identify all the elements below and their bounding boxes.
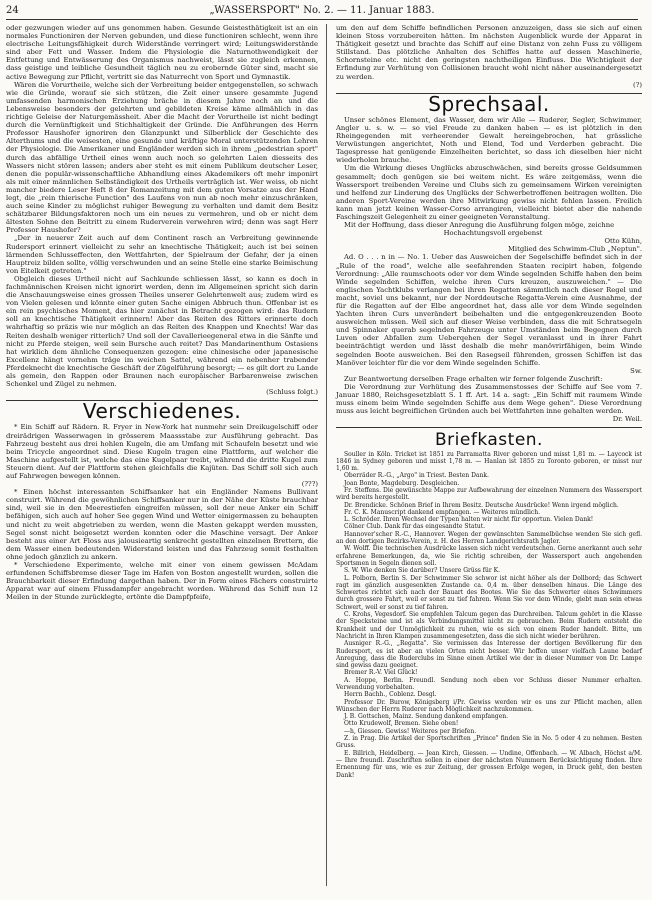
mailbox-entry: Bremer R.-V. Viel Glück! — [344, 669, 418, 677]
running-title: „WASSERSPORT" No. 2. — 11. Januar 1883. — [209, 5, 435, 16]
page-number: 24 — [6, 5, 19, 16]
article-paragraph: Obgleich dieses Urtheil nicht auf Sachkunde schliessen lässt, so kann es doch in fachmännischen Kreisen nicht ignorirt werden, denn im Allgemeinen spricht sich darin die Anschauungsweise eines grossen Theiles unserer Gelehrtenwelt aus; zudem wird es von Vielen gelesen und könnte einer guten Sache einigen Abbruch thun. Offenbar ist es ein rein psychisches Moment, das hier zunächst in Betracht gezogen wird: das Rudern soll an knechtische Thätigkeit erinnern! Aber das Reiten des Ritters erinnerte doch wahrhaftig so präzis wie nur möglich an das Reiten des Knappen und Knechts! War das Reiten deshalb weniger ritterlich? Und soll der Cavallerieegeneral etwa in die Sänfte und nicht zu Pferde steigen, weil sein Bursche auch reitet? Das Mandarinenthum Ostasiens hat wirklich dem ähnliche Consequenzen gezogen: eine chinesische oder japanesische Excellenz hängt vornehm träge im weichen Sattel, während ein nebenher trabender Pferdeknecht die knechtische Geschäft der Zügelführung besorgt; — es gilt dort zu Lande als gemein, den Rappen oder Braunen nach europäischer Barbarenweise zwischen Schenkel und Zügel zu nehmen. — [6, 274, 318, 389]
mailbox-entry: W. Wolff. Die technischen Ausdrücke lassen sich nicht verdeutschen. Gerne anerkannt auch sehr erfahrene Bemerkungen, da, wie Sie richtig schreiben, der Wassersport auch angehenden Sportsmen in Segeln dienen soll. — [336, 545, 642, 567]
mailbox-entry: Professor Dr. Burow, Königsberg i/Pr. Gewiss werden wir es uns zur Pflicht machen, allen Wünschen der Herrn Ruderer nach Möglichkeit nachzukommen. — [336, 698, 642, 713]
letter-paragraph: Um die Wirkung dieses Unglücks abzuschwächen, sind bereits grosse Geldsummen gesammelt; doch genügen sie bei weitem nicht. Es wäre zeitgemäss, wenn die Wassersport treibenden Vereine und Clubs sich zu gemeinsamem Wirken vereinigten und helfend zur Linderung des Unglücks der Schwerbetroffenen beitragen wollten. Die anderen Sport-Vereine werden ihre Mitwirkung gewiss nicht fehlen lassen. Freilich kann man jetzt keinen Wasser-Corso arrangiren, vielleicht bietet aber die nahende Faschingszeit Gelegenheit zu einer geeigneten Veranstaltung. — [336, 164, 642, 221]
news-item-continued: um den auf dem Schiffe befindlichen Personen anzuzeigen, dass sie sich auf einen kleinen Stoss vorzubereiten hätten. Im nächsten Augenblick wurde der Apparat in Thätigkeit gesetzt und brachte das Schiff auf eine Distanz von zehn Fuss zu völligem Stillstand. Das plötzliche Anhalten des Schiffes hatte auf dessen Maschinerie, Schornsteine etc. nicht den geringsten nachtheiligen Einfluss. Die Wichtigkeit der Erfindung zur Verhütung von Collisionen braucht wohl nicht näher auseinandergesetzt zu werden. — [336, 24, 642, 81]
mailbox-entry: Hannover'scher R.-C., Hannover. Wegen der gewünschten Sammelbüchse wenden Sie sich gefl. an den dortigen Bezirks-Verein, z. H. des Herren Landgerichtsrath Jagler. — [336, 530, 642, 546]
section-title-briefkasten: Briefkasten. — [435, 430, 543, 451]
news-item-mark: (?) — [633, 80, 642, 89]
left-column — [6, 24, 318, 886]
right-column — [336, 24, 642, 886]
mailbox-entry: Dr. Brendicke. Schönen Brief in Ihrem Besitz. Deutsche Ausdrücke! Wenn irgend möglich. — [344, 501, 619, 509]
letter-paragraph: Mit der Hoffnung, dass dieser Anregung die Ausführung folgen möge, zeichne — [344, 221, 615, 230]
mailbox-list — [336, 451, 642, 779]
page-header — [6, 3, 638, 20]
mailbox-entry: Fr. C. K. Manuscript dankend empfangen. — Weiteres mündlich. — [344, 508, 541, 516]
mailbox-entry: Z. in Prag. Die Artikel der Sportschriften „Prince" finden Sie in No. 5 oder 4 zu nehmen. Besten Gruss. — [336, 735, 642, 750]
mailbox-entry: —h, Giessen. Gewiss! Weiteres per Briefen. — [344, 727, 477, 735]
news-item-mark: (???) — [301, 480, 318, 489]
news-item: * Verschiedene Experimente, welche mit einer von einem gewissen McAdam erfundenen Schiffsbremse dieser Tage im Hafen von Boston angestellt wurden, sollen die Brauchbarkeit dieser Erfindung dargethan haben. Der in Form eines Fächers construirte Apparat war auf einem Flussdampfer angebracht worden. Während das Schiff nun 12 Meilen in der Stunde zurücklegte, ertönte die Dampfpfeife, — [6, 561, 318, 602]
mailbox-entry: J. B. Gottschen, Mainz. Sendung dankend empfangen. — [344, 713, 509, 721]
letter-signer: Otto Kühn, — [604, 237, 642, 246]
mailbox-entry: A. Hoppe, Berlin. Freundl. Sendung noch eben vor Schluss dieser Nummer erhalten. Verwendung vorbehalten. — [336, 676, 642, 691]
mailbox-entry: Fr. Steffens. Die gewünschte Mappe zur Aufbewahrung der einzelnen Nummern des Wassersport wird bereits hergestellt. — [336, 486, 642, 502]
section-divider — [336, 427, 642, 428]
mailbox-entry: S. W. Wie denken Sie darüber? Unsere Grüss für K. — [344, 567, 501, 575]
letter-paragraph: Unser schönes Element, das Wasser, dem wir Alle — Ruderer, Segler, Schwimmer, Angler u. s. w. — so viel Freude zu danken haben — es ist plötzlich in den Rheingegenden mit verheerender Gewalt hereingebrochen, hat grässliche Verwüstungen angerichtet, Noth und Elend, Tod und Verderben gebracht. Die Tagespresse hat genügende Einzelheiten berichtet, so dass ich dieselben hier nicht wiederholen brauche. — [336, 115, 642, 165]
mailbox-entry: C. Krohs, Vegesdorf. Sie empfehlen Talcum gegen das Durchreiben. Talcum gehört in die Klasse der Specksteine und ist als Verbindungsmittel nicht zu gebrauchen. Beim Rudern entsteht die Krankheit und der Unmöglichkeit zu ruhen, wie es sich von einem Ruder handelt. Bitte, um Nachricht in Ihren Klampen zusammengesetzten, dass die sich nicht wieder berühren. — [336, 611, 642, 640]
mailbox-entry: Otto Krudewolf, Bremen. Siehe oben! — [344, 720, 459, 728]
mailbox-entry: L. Polborn, Berlin S. Der Schwimmer Sie schwor ist nicht höher als der Dollbord; das Schwert ragt im gänzlich ausgesenkten Zustande ca. 0,4 m. über denselben hinaus. Die Länge des Schwertes richtet sich nach der Bauart des Bootes. Wie Sie das Schwerter eines Schwimmers durch grossere Fahrt, weil er sonst zu tief fahren. Wenn Sie vor dem Winde, giebt man sein etwas Schwert, weil er sonst zu tief fahren. — [336, 574, 642, 611]
article-quote: „Der in neuerer Zeit auch auf dem Continent rasch an Verbreitung gewinnende Rudersport erinnert vielleicht zu sehr an knechtische Thätigkeit; auch ist bei seinen lärmenden Schlusseffecten, den Wettfahrten, der Spielraum der Gefahr, der ja einen Hauptreiz bilden sollte, völlig verschwunden und an seine Stelle eine starke Beimischung von Eitelkeit getreten." — [6, 234, 318, 275]
article-paragraph: oder gezwungen wieder auf uns genommen haben. Gesunde Geistesthätigkeit ist an ein normales Functioniren der Nerven gebunden, und diese functioniren schlecht, wenn ihre electrische Leitungsfähigkeit durch Widerstände verringert wird; Leitungswiderstände sind aber Fett und Wasser. Indem die Physiologie die Naturnothwendigkeit der Entfettung und Entwässerung des Organismus nachweist, lässt sie zugleich erkennen, dass geistige und leibliche Gesundheit täglich neu zu erobernde Güter sind, macht sie active Bewegung zur Pflicht, vertritt sie das Naturrecht von Sport und Gymnastik. — [6, 24, 318, 81]
news-item: * Ein Schiff auf Rädern. R. Fryer in New-York hat nunmehr sein Dreikugelschiff oder dreirädrigen Wasserwagen in grösserem Maassstabe zur Ausführung gebracht. Das Fahrzeug besteht aus drei hohlen Kugeln, die am Umfang mit Schaufeln besetzt und wie beim Tricycle angeordnet sind. Diese Kugeln tragen eine Plattform, auf welcher die Maschine aufgestellt ist, welche das eine Kugelpaar treibt, während die dritte Kugel zum Steuern dient. Auf der Plattform stehen gleichfalls die Kajüten. Das Schiff soll sich auch auf Fahrwegen bewegen können. — [6, 423, 318, 480]
mailbox-entry: Ausniger R.-G., „Regatta". Sie vermissen das Interesse der dortigen Bevölkerung für den Rudersport, es ist aber an vielen Orten nicht besser. Wir hoffen unser vielfach Laune bedarf Anregung, dass die Ruderclubs im Sinne einen Artikel wie der in dieser Nummer von Dr. Lampe sind gewiss dazu geeignet. — [336, 640, 642, 670]
mailbox-entry: E. Billrich, Heidelberg. — Jean Kirch, Giessen. — Undine, Offenbach. — W. Albach, Höchst a/M. — Ihre freundl. Zuschriften sollen in einer der nächsten Nummern Berücksichtigung finden. Ihre Ernennung für uns, wie es zur Zeitung, der grossen Erfolge wegen, in Druck geht, den besten Dank! — [336, 749, 642, 779]
news-item: * Einen höchst interessanten Schiffsanker hat ein Engländer Namens Bullivant construirt. Während die gewöhnlichen Schiffsanker nur in der Nähe der Küste brauchbar sind, weil sie in den Meerestiefen eingreifen müssen, soll der neue Anker ein Schiff befähigen, sich auch auf hoher See gegen Wind und Wetter einigermassen zu behaupten und nicht zu weit abgetrieben zu werden, wenn die Masten gekappt werden mussten, Segel sonst nicht beigesetzt werden konnten oder die Maschine versagt. Der Anker besteht aus einer Art Floss aus jalousieartig senkrecht gestellten einzelnen Brettern, die dem Wasser einen bedeutenden Widerstand leisten und das Fahrzeug somit festhalten ohne jedoch gänzlich zu ankern. — [6, 488, 318, 561]
letter-greeting: Hochachtungsvoll ergebenst — [443, 229, 543, 238]
mailbox-entry: L. Schröder. Ihren Wechsel der Typen halten wir nicht für opportun. Vielen Dank! — [344, 516, 594, 524]
article-paragraph: Wären die Vorurtheile, welche sich der Verbreitung beider entgegenstellen, so schwach wie die Gründe, worauf sie sich stützen, die Zeit einer unsere gesammte Jugend umfassenden harmonischen Erziehung bräche in diesem Jahre noch an und die Lebensweise besonders der gelehrten und gebildeten Kreise käme allmählich in das richtige Geleise der Naturgemässheit. Aber die Macht der Vorurtheile ist nicht bedingt durch die Vernünftigkeit und Stichhaltigkeit der Gründe. Die Anführungen des Herrn Professor Haushofer ignoriren den Glanzpunkt und Silberblick der Geschichte des Alterthums und die weisesten, eine gesunde und kräftige Moral unterstützenden Lehren der Physiologie. Die Amerikaner und Engländer werden sich in ihrem „pedestrian sport" durch das abfällige Urtheil eines wenn auch noch so gelehrten Laien diesseits des Wassers nicht stören lassen; anders aber steht es mit einem Publikum deutscher Leser, denen die populär-wissenschaftliche Abhandlung eines Akademikers oft mehr imponirt als mit einer männlichen Selbständigkeit des Urtheils verträglich ist. Wer weiss, ob nicht mancher biedere Leser Heft 8 der Romanzeitung mit dem guten Vorsatze aus der Hand legt, die „rein thierische Function" des Laufens von nun ab noch mehr einzuschränken, auch seine Kinder zu möglichst ruhiger Bewegung zu verhalten und damit dem Besitz schätzbarer Bildungsfaktoren noch um ein neues zu vermehren, und ob er nicht dem ältesten Sohne den Beitritt zu einem Ruderverein verwehren wird; denn was sagt Herr Professor Haushofer? — [6, 80, 318, 235]
mailbox-entry: Cölner Club. Dank für das eingesandte Statut. — [344, 523, 486, 531]
reply-signature: Sw. — [630, 366, 642, 375]
mailbox-entry: Souller in Köln. Tricket ist 1851 zu Parramatta River geboren und misst 1,81 m. — Laycock ist 1846 in Sydney geboren und misst 1,78 m. — Hanlan ist 1855 zu Toronto geboren, er misst nur 1,60 m. — [336, 450, 642, 473]
mailbox-entry: Oberräder R.-G., „Argo" in Triest. Besten Dank. — [344, 472, 489, 480]
reply-paragraph: Die Verordnung zur Verhütung des Zusammenstosses der Schiffe auf See vom 7. Januar 1880, Reichsgesetzblatt S. 1 ff. Art. 14 a. sagt: „Ein Schiff mit raumem Winde muss einem beim Winde segelnden Schiffe aus dem Wege gehen". Diese Verordnung muss aus leicht begreiflichen Gründen auch bei Wettfahrten inne gehalten werden. — [336, 382, 642, 416]
letter-signer-role: Mitglied des Schwimm-Club „Neptun". — [507, 245, 642, 254]
reply-signature: Dr. Weil. — [612, 415, 642, 424]
section-title-sprechsaal: Sprechsaal. — [428, 91, 550, 116]
column-divider — [326, 24, 327, 886]
reply-paragraph: Zur Beantwortung derselben Frage erhalten wir ferner folgende Zuschrift: — [344, 374, 603, 383]
section-title-verschiedenes: Verschiedenes. — [82, 399, 242, 424]
mailbox-entry: Herrn Bachh., Coblenz. Desgl. — [344, 691, 437, 699]
reply-paragraph: Ad. O . . . n in — No. 1. Ueber das Ausweichen der Segelschiffe befindet sich in der „Rule of the road", welche alle seefahrenden Staaten recipirt haben, folgende Verordnung: „Alle raumschoots oder vor dem Winde segelnden Schiffe haben den beim Winde segelnden Schiffen, welche ihren Curs kreuzen, auszuweichen." — Die englischen Yachtklubs verlangen bei ihren Regatten sämmtlich nach dieser Regel und macht, soviel uns bekannt, nur der Norddeutsche Regatta-Verein eine Ausnahme, der für die Regatten auf der Elbe angeordnet hat, dass alle vor dem Winde segelnden Yachten ihren Curs unverändert beibehalten und die entgegenkreuzenden Boote ausweichen müssen. Weil sich auf dieser Weise verbinden, dass die mit Schratsegeln und Spinnaker querab segelnden Fahrzeuge unter Umständen beim Begegnen durch Luven oder Abfallen zum Ueberqehen der Segel veranlasst und in ihrer Fahrt beeinträchtigt werden und lässt deshalb die mehr manövrirfähigen, beim Winde segelnden Boote ausweichen. Bei den Rasegseil führenden, grossen Schiffen ist das Manöver leichter für die vor dem Winde segelnden Schiffe. — [336, 253, 642, 367]
continuation-note: (Schluss folgt.) — [266, 388, 318, 397]
mailbox-entry: Joan Bonte, Magdeburg. Desgleichen. — [344, 479, 460, 487]
